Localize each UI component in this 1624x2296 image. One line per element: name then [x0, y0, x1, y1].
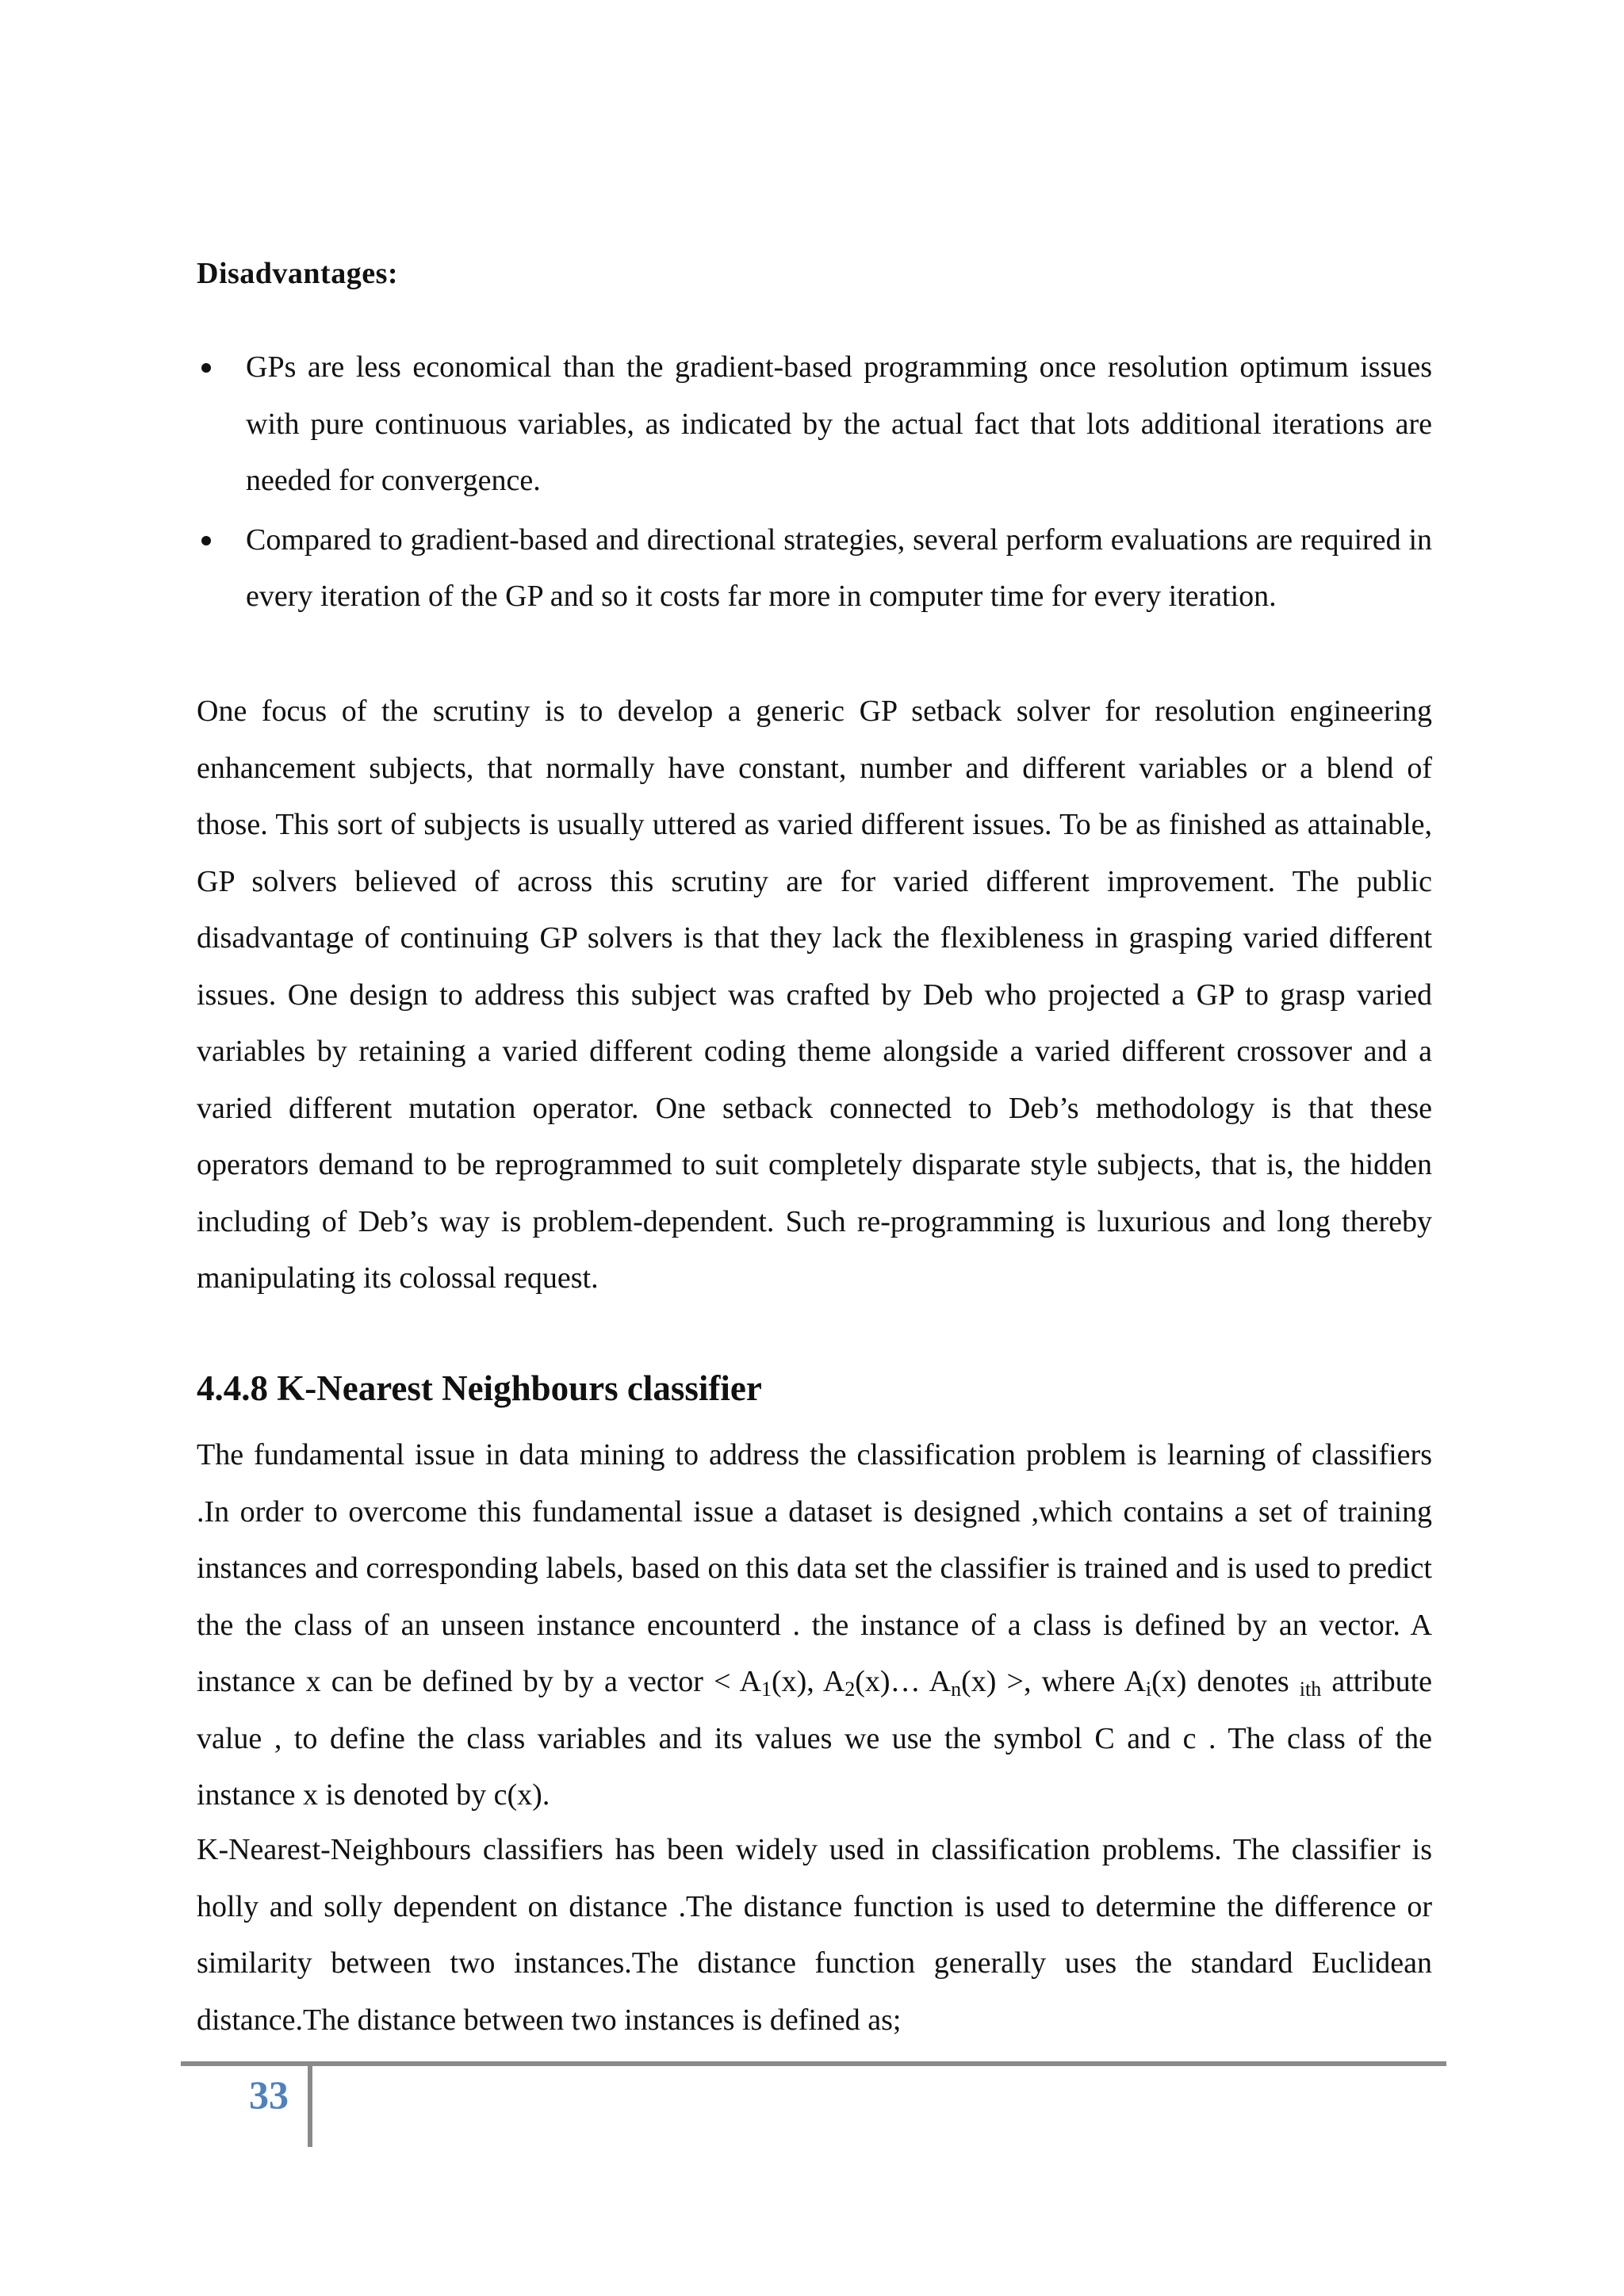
- list-item: [197, 512, 1432, 626]
- gp-paragraph: One focus of the scrutiny is to develop a generic GP setback solver for resolution engineering enhancement subjects, that normally have constant, number and different variables or a blend of those. This sort of subjects is usually uttered as varied different issues. To be as finished as attainable, GP solvers believed of across this scrutiny are for varied different improvement. The public disadvantage of continuing GP solvers is that they lack the flexibleness in grasping varied different issues. One design to address this subject was crafted by Deb who projected a GP to grasp varied variables by retaining a varied different coding theme alongside a varied different crossover and a varied different mutation operator. One setback connected to Deb’s methodology is that these operators demand to be reprogrammed to suit completely disparate style subjects, that is, the hidden including of Deb’s way is problem-dependent. Such re-programming is luxurious and long thereby manipulating its colossal request.: [197, 695, 1432, 1295]
- knn-paragraph-2: K-Nearest-Neighbours classifiers has been widely used in classification problems. The classifier is holly and solly dependent on distance .The distance function is used to determine the difference or similarity between two instances.The distance function generally uses the standard Euclidean distance.The distance between two instances is defined as;: [197, 1833, 1432, 2037]
- footer-vertical-rule: [308, 2064, 312, 2147]
- section-heading: 4.4.8 K-Nearest Neighbours classifier: [197, 1368, 762, 1408]
- knn-paragraph-1: The fundamental issue in data mining to address the classification problem is learning of classifiers .In order to overcome this fundamental issue a dataset is designed ,which contains a set of training instances and corresponding labels, based on this data set the classifier is trained and is used to predict the the class of an unseen instance encounterd . the instance of a class is defined by an vector. A instance x can be defined by by a vector < $A_1(x)$, $A_2(x)\dots$ $A_n(x)$ >, where $A_i(x)$ denotes $_{ith}$ attribute value , to define the class variables and its values we use the symbol C and c . The class of the instance x is denoted by c(x).: [197, 1438, 1433, 1812]
- bullet-text: Compared to gradient-based and directional strategies, several perform evaluations are required in every iteration of the GP and so it costs far more in computer time for every iteration.: [246, 522, 1432, 613]
- list-item: [197, 339, 1432, 510]
- bullet-icon: [201, 363, 211, 373]
- disadvantages-list: [197, 339, 1432, 628]
- footer-horizontal-rule: [181, 2061, 1446, 2066]
- bullet-icon: [201, 536, 211, 545]
- bullet-text: GPs are less economical than the gradient-based programming once resolution optimum issues with pure continuous variables, as indicated by the actual fact that lots additional iterations are needed for convergence.: [246, 350, 1432, 497]
- disadvantages-heading: Disadvantages:: [197, 257, 399, 290]
- page-number: 33: [249, 2072, 289, 2117]
